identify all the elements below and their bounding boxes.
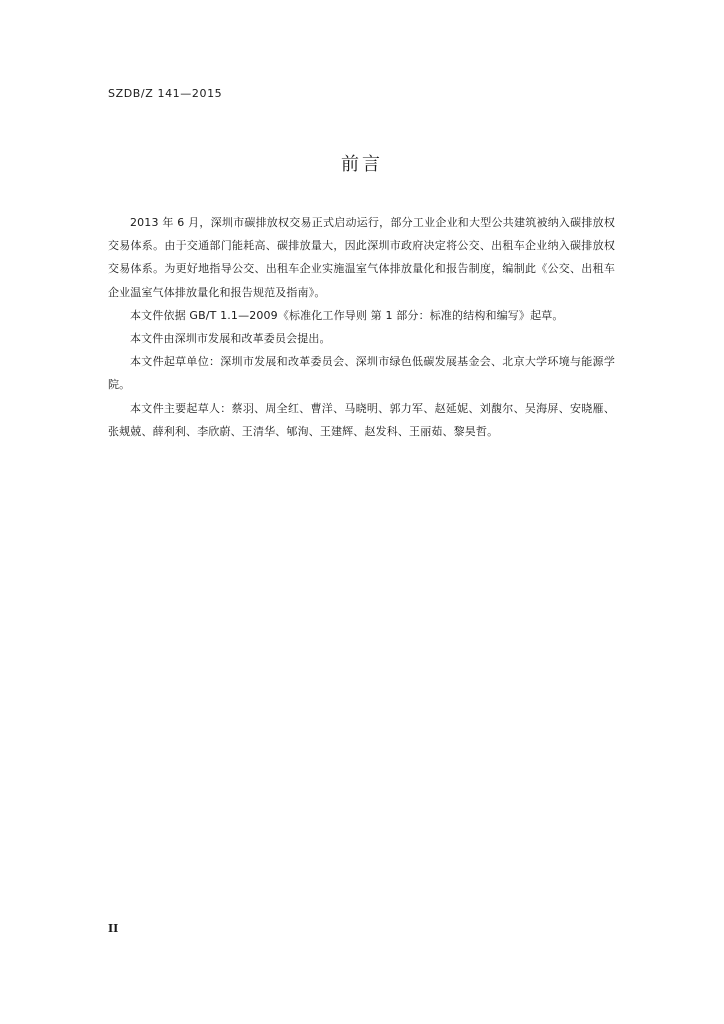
paragraph-drafting-units: 本文件起草单位：深圳市发展和改革委员会、深圳市绿色低碳发展基金会、北京大学环境与能源学院。 bbox=[108, 355, 615, 392]
paragraph-background: 2013 年 6 月，深圳市碳排放权交易正式启动运行，部分工业企业和大型公共建筑被纳入碳排放权交易体系。由于交通部门能耗高、碳排放量大，因此深圳市政府决定将公交、出租车企业纳入碳排放权交易体系。为更好地指导公交、出租车企业实施温室气体排放量化和报告制度，编制此《公交、出租车企业温室气体排放量化和报告规范及指南》。 bbox=[108, 216, 615, 299]
document-code: SZDB/Z 141—2015 bbox=[108, 87, 223, 100]
paragraph-proposer: 本文件由深圳市发展和改革委员会提出。 bbox=[130, 332, 331, 346]
page-title: 前言 bbox=[341, 154, 383, 175]
paragraph-drafting-basis: 本文件依据 GB/T 1.1—2009《标准化工作导则 第 1 部分：标准的结构和编写》起草。 bbox=[130, 308, 564, 322]
foreword-body bbox=[108, 211, 615, 443]
paragraph-drafters: 本文件主要起草人：蔡羽、周全红、曹洋、马晓明、郭力军、赵延妮、刘馥尔、吴海屏、安晓雁、张觌兢、薛利利、李欣蔚、王清华、郇洵、王建辉、赵发科、王丽茹、黎昊哲。 bbox=[108, 401, 615, 438]
page-number: II bbox=[108, 922, 119, 935]
